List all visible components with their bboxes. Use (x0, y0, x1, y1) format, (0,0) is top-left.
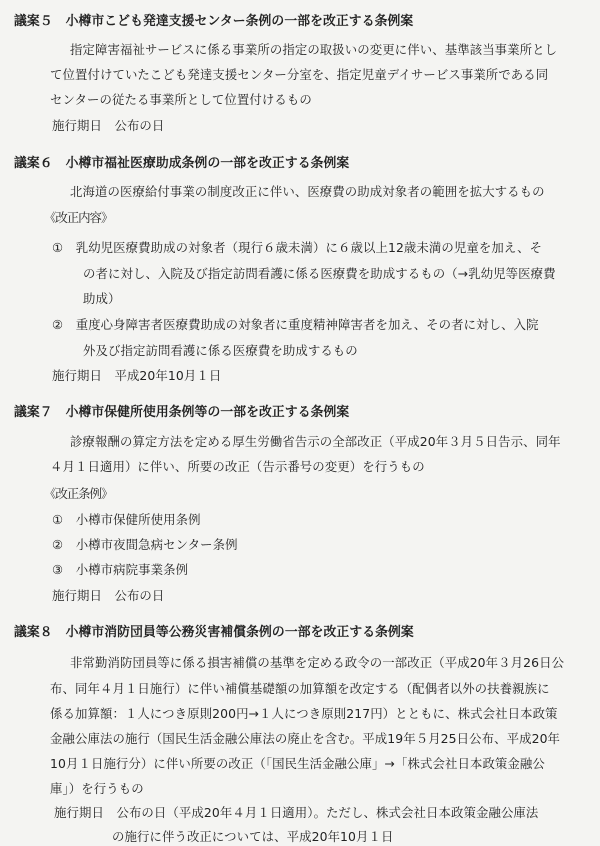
section-title-gian5: 議案５ 小樽市こども発達支援センター条例の一部を改正する条例案 (14, 14, 414, 29)
list-item: ① 乳幼児医療費助成の対象者（現行６歳未満）に６歳以上12歳未満の児童を加え、そ (52, 240, 543, 255)
section-description-line: 係る加算額：１人につき原則200円→１人につき原則217円）とともに、株式会社日本政策 (50, 706, 558, 721)
list-item: ② 重度心身障害者医療費助成の対象者に重度精神障害者を加え、その者に対し、入院 (52, 317, 539, 332)
section-description-line: センターの従たる事業所として位置付けるもの (50, 92, 312, 107)
list-item-cont: 外及び指定訪問看護に係る医療費を助成するもの (83, 343, 358, 358)
section-description-line: 指定障害福祉サービスに係る事業所の指定の取扱いの変更に伴い、基準該当事業所とし (70, 42, 558, 57)
list-item: ② 小樽市夜間急病センター条例 (52, 537, 238, 552)
section-description-line: 金融公庫法の施行（国民生活金融公庫法の廃止を含む。平成19年５月25日公布、平成20年 (50, 731, 561, 746)
list-item-cont: 助成） (83, 291, 121, 306)
section-description-line: 北海道の医療給付事業の制度改正に伴い、医療費の助成対象者の範囲を拡大するもの (70, 184, 545, 199)
effective-date: 施行期日 公布の日（平成20年４月１日適用）。ただし、株式会社日本政策金融公庫法 (54, 805, 539, 820)
effective-date: 施行期日 公布の日 (52, 118, 165, 133)
list-item: ③ 小樽市病院事業条例 (52, 562, 189, 577)
effective-date: 施行期日 公布の日 (52, 588, 165, 603)
section-description-line: 布、同年４月１日施行）に伴い補償基礎額の加算額を改定する（配偶者以外の扶養親族に (50, 681, 550, 696)
list-heading: 《改正条例》 (44, 486, 113, 501)
list-item: ① 小樽市保健所使用条例 (52, 512, 201, 527)
section-title-gian8: 議案８ 小樽市消防団員等公務災害補償条例の一部を改正する条例案 (14, 625, 414, 640)
section-description-line: 庫」）を行うもの (50, 781, 144, 796)
effective-date: 施行期日 平成20年10月１日 (52, 368, 222, 383)
effective-date-cont: の施行に伴う改正については、平成20年10月１日 (112, 829, 394, 844)
section-title-gian6: 議案６ 小樽市福祉医療助成条例の一部を改正する条例案 (14, 156, 350, 171)
section-description-line: 10月１日施行分）に伴い所要の改正（「国民生活金融公庫」→「株式会社日本政策金融公 (50, 756, 545, 771)
section-description-line: 非常勤消防団員等に係る損害補償の基準を定める政令の一部改正（平成20年３月26日公 (70, 655, 565, 670)
section-description-line: 診療報酬の算定方法を定める厚生労働省告示の全部改正（平成20年３月５日告示、同年 (70, 434, 561, 449)
list-item-cont: の者に対し、入院及び指定訪問看護に係る医療費を助成するもの（→乳幼児等医療費 (83, 266, 556, 281)
section-description-line: て位置付けていたこども発達支援センター分室を、指定児童デイサービス事業所である同 (50, 67, 549, 82)
list-heading: 《改正内容》 (44, 210, 113, 225)
section-description-line: ４月１日適用）に伴い、所要の改正（告示番号の変更）を行うもの (50, 459, 425, 474)
section-title-gian7: 議案７ 小樽市保健所使用条例等の一部を改正する条例案 (14, 405, 350, 420)
